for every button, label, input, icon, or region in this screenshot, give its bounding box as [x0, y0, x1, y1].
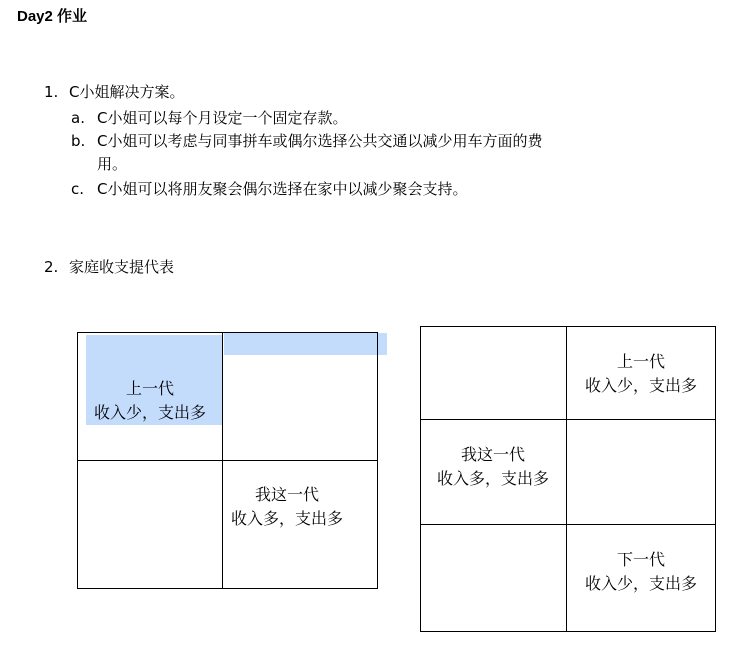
item-c-text: C小姐可以将朋友聚会偶尔选择在家中以减少聚会支持。 — [97, 180, 468, 198]
section2-number: 2. — [44, 258, 59, 276]
left-top-left-line1: 上一代 — [125, 379, 174, 398]
section1-heading: C小姐解决方案。 — [69, 83, 185, 101]
section2-heading: 家庭收支提代表 — [69, 258, 175, 276]
left-top-left-line2: 收入少，支出多 — [93, 403, 206, 422]
left-cell-top-right[interactable] — [223, 333, 378, 461]
item-a-text: C小姐可以每个月设定一个固定存款。 — [97, 109, 348, 127]
left-bottom-right-line1: 我这一代 — [254, 485, 319, 504]
right-middle-left-line2: 收入多，支出多 — [436, 469, 549, 488]
right-bottom-right-line1: 下一代 — [616, 550, 665, 569]
right-cell-middle-right[interactable] — [567, 420, 716, 525]
left-bottom-right-line2: 收入多，支出多 — [230, 509, 343, 528]
right-cell-top-left[interactable] — [421, 327, 567, 420]
right-top-right-line2: 收入少，支出多 — [584, 376, 697, 395]
right-cell-bottom-left[interactable] — [421, 525, 567, 632]
family-table-left — [77, 332, 378, 589]
item-b-marker: b. — [71, 132, 86, 150]
right-top-right-line1: 上一代 — [616, 352, 665, 371]
right-middle-left-line1: 我这一代 — [460, 445, 525, 464]
document-title: Day2 作业 — [17, 8, 88, 25]
section1-number: 1. — [44, 83, 59, 101]
item-b-text-line1: C小姐可以考虑与同事拼车或偶尔选择公共交通以减少用车方面的费 — [97, 132, 543, 150]
left-cell-bottom-left[interactable] — [78, 461, 223, 589]
item-b-text-line2: 用。 — [97, 155, 128, 173]
right-bottom-right-line2: 收入少，支出多 — [584, 574, 697, 593]
item-c-marker: c. — [71, 180, 85, 198]
item-a-marker: a. — [71, 109, 85, 127]
